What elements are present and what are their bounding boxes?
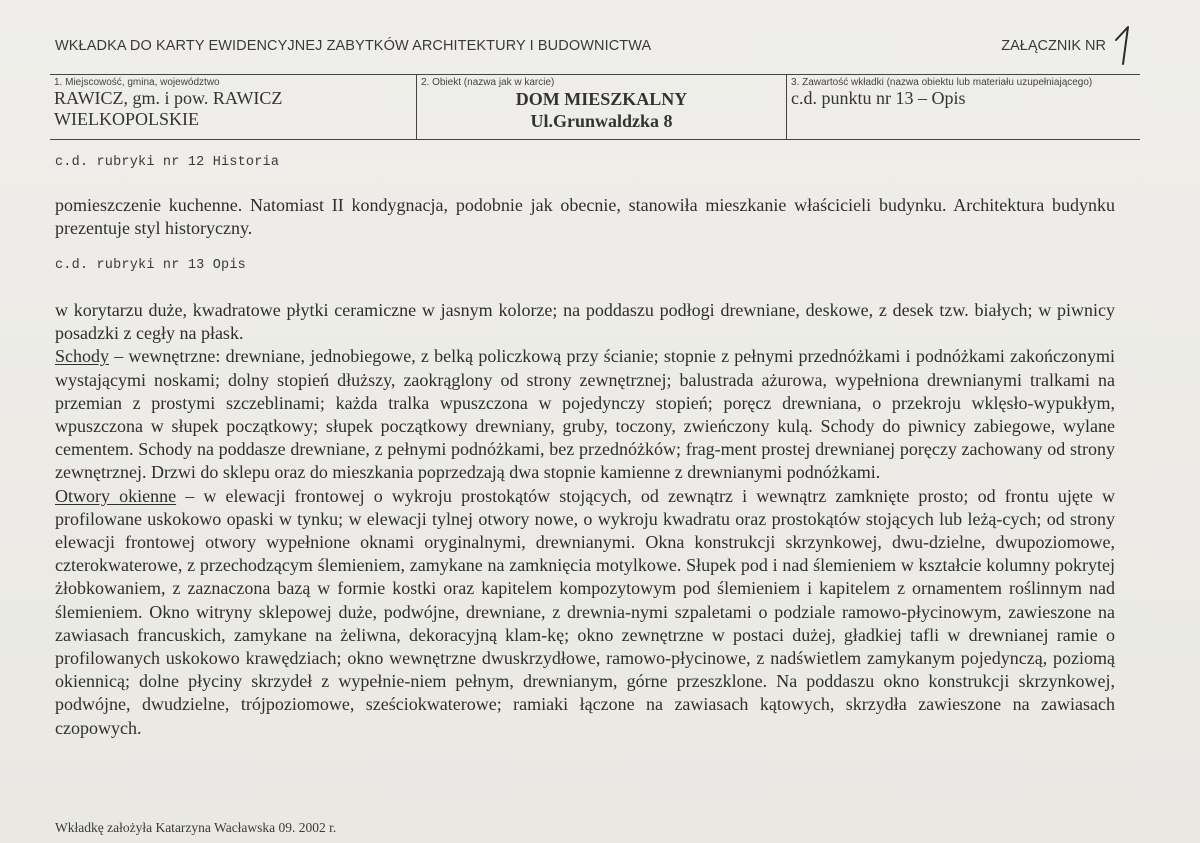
stairs-text: – wewnętrzne: drewniane, jednobiegowe, z belką policzkową przy ścianie; stopnie z pełnymi przednóżkami i podnóżkami zakończonymi wystającymi noskami; dolny stopień dłuższy, zaokrąglony od strony zewnętrznej; balustrada ażurowa, wypełniona drewnianymi tralkami na przemian z prostymi szczeblinami; każda tralka wpuszczona w pojedynczy stopień; poręcz drewniana, o przekroju wklęsło-wypukłym, wpuszczona w słupek początkowy; słupek początkowy drewniany, gruby, toczony, zwieńczony kulą. Schody do piwnicy zabiegowe, wylane cementem. Schody na poddasze drewniane, z pełnymi podnóżkami, bez przednóżków; frag-ment prostej drewnianej poręczy zachowany od strony zewnętrznej. Drzwi do sklepu oraz do mieszkania poprzedzają dwa stopnie kamienne z drewnianymi podnóżkami. (55, 346, 1115, 483)
stairs-term: Schody (55, 346, 109, 367)
section-heading-description: c.d. rubryki nr 13 Opis (55, 258, 246, 273)
history-paragraph (55, 194, 1115, 240)
object-caption: 2. Obiekt (nazwa jak w karcie) (421, 77, 555, 88)
object-cell (416, 75, 787, 139)
location-value: RAWICZ, gm. i pow. RAWICZ WIELKOPOLSKIE (54, 88, 283, 129)
form-header (55, 38, 1140, 58)
footer-note: Wkładkę założyła Katarzyna Wacławska 09. 2002 r. (55, 820, 337, 835)
windows-text: – w elewacji frontowej o wykroju prostokątów stojących, od zewnątrz i wewnątrz zamknięte prosto; od frontu ujęte w profilowane uskokowo opaski w tynku; w elewacji tylnej otwory nowe, o wykroju kwadratu oraz prostokątów stojących lub leżą-cych; od strony elewacji frontowej otwory wypełnione oknami oryginalnymi, drewnianymi. Okna konstrukcji skrzynkowej, dwu-dzielne, dwupoziomowe, czterokwaterowe, z przechodzącym ślemieniem, zamykane na zamknięcia motylkowe. Słupek pod i nad ślemieniem w kształcie kolumny pokrytej żłobkowaniem, z zaznaczona bazą w formie kostki oraz kapitelem kompozytowym pod ślemieniem i kapitelem z ornamentem roślinnym nad ślemieniem. Okno witryny sklepowej duże, podwójne, drewniane, z drewnia-nymi szpaletami o podziale ramowo-płycinowym, zawieszone na zawiasach francuskich, zamykane na żeliwna, dekoracyjną klam-kę; okno zewnętrzne w postaci dużej, gładkiej tafli w drewnianej ramie o profilowanych uskokowo krawędziach; okno wewnętrzne dwuskrzydłowe, ramowo-płycinowe, z nadświetlem zamykanym pojedynczą, poziomą okiennicą; dolne płyciny skrzydeł z wypełnie-niem pełnym, drewnianym, górne przeszklone. Na poddaszu okno konstrukcji skrzynkowej, podwójne, dwudzielne, trójpoziomowe, sześciokwaterowe; ramiaki łączone na zawiasach kątowych, skrzydła zawieszone na zawiasach czopowych. (55, 485, 1115, 738)
stairs-paragraph (55, 345, 1115, 484)
attachment-label: ZAŁĄCZNIK NR (1001, 38, 1106, 54)
description-body (55, 299, 1115, 740)
header-fields-table (50, 74, 1140, 140)
windows-term: Otwory okienne (55, 485, 177, 506)
location-cell (50, 75, 416, 139)
form-title: WKŁADKA DO KARTY EWIDENCYJNEJ ZABYTKÓW ARCHITEKTURY I BUDOWNICTWA (55, 38, 652, 54)
attachment-number-handwritten (1110, 24, 1140, 68)
section-heading-history: c.d. rubryki nr 12 Historia (55, 155, 280, 170)
contents-caption: 3. Zawartość wkładki (nazwa obiektu lub materiału uzupełniającego) (791, 77, 1093, 88)
history-text: pomieszczenie kuchenne. Natomiast II kondygnacja, podobnie jak obecnie, stanowiła mieszkanie właścicieli budynku. Architektura budynku prezentuje styl historyczny. (55, 195, 1115, 239)
object-address: Ul.Grunwaldzka 8 (530, 111, 673, 131)
contents-value: c.d. punktu nr 13 – Opis (791, 88, 966, 108)
location-caption: 1. Miejscowość, gmina, województwo (54, 77, 220, 88)
object-name: DOM MIESZKALNY (515, 89, 688, 109)
windows-paragraph (55, 485, 1115, 740)
floors-paragraph: w korytarzu duże, kwadratowe płytki ceramiczne w jasnym kolorze; na poddaszu podłogi drewniane, deskowe, z desek tzw. białych; w piwnicy posadzki z cegły na płask. (55, 300, 1115, 344)
contents-cell (787, 75, 1140, 139)
